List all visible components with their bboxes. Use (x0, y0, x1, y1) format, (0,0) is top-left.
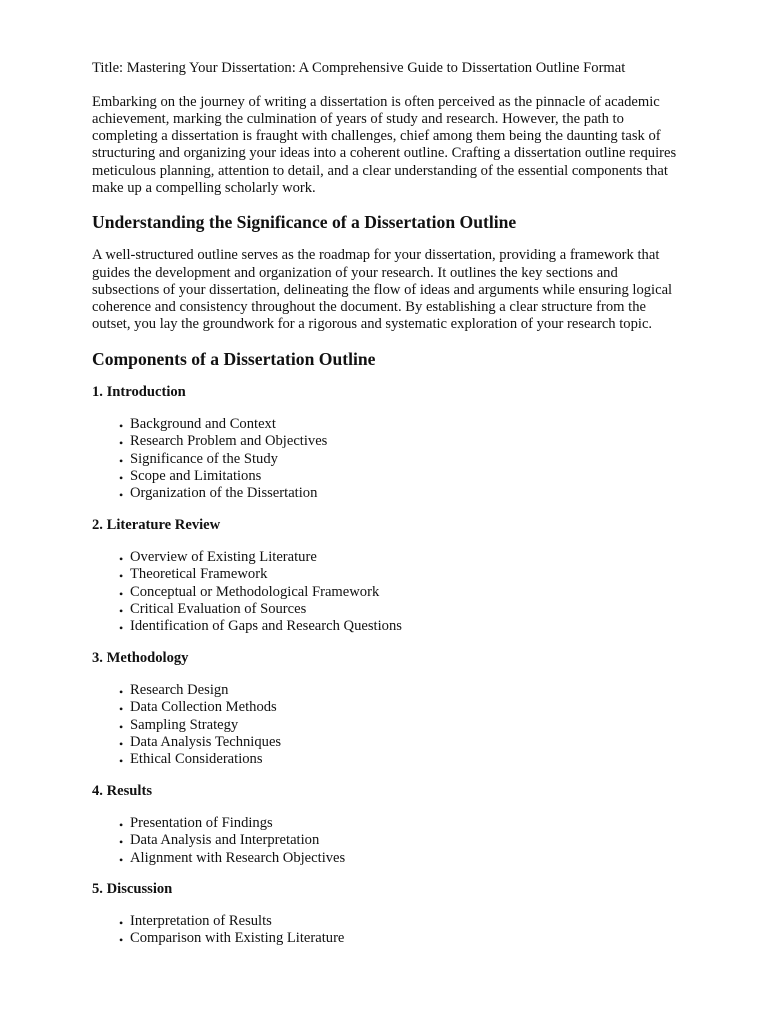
intro-line: structuring and organizing your ideas into a coherent outline. Crafting a dissertation outline requires (92, 145, 677, 162)
section-heading-introduction: 1. Introduction (92, 383, 186, 400)
intro-line: meticulous planning, attention to detail, and a clear understanding of the essential components that (92, 162, 668, 179)
section-heading-results: 4. Results (92, 782, 152, 799)
significance-line: coherence and consistency throughout the document. By establishing a clear structure from the (92, 299, 646, 316)
list-item: • Research Problem and Objectives (119, 433, 722, 450)
list-item: • Sampling Strategy (119, 717, 722, 734)
intro-line: make up a compelling scholarly work. (92, 179, 316, 196)
list-item: • Alignment with Research Objectives (119, 850, 722, 867)
section-list-methodology (92, 682, 722, 769)
significance-line: guides the development and organization of your research. It outlines the key sections and (92, 264, 618, 281)
list-item: • Background and Context (119, 416, 722, 433)
list-item: • Comparison with Existing Literature (119, 930, 722, 947)
section-list-literature-review (92, 549, 722, 636)
list-item: • Ethical Considerations (119, 751, 722, 768)
section-list-introduction (92, 416, 722, 503)
section-list-results (92, 815, 722, 867)
components-heading: Components of a Dissertation Outline (92, 348, 376, 369)
intro-line: Embarking on the journey of writing a dissertation is often perceived as the pinnacle of academic (92, 93, 660, 110)
section-list-discussion (92, 913, 722, 948)
list-item: • Theoretical Framework (119, 566, 722, 583)
significance-line: subsections of your dissertation, delineating the flow of ideas and arguments while ensuring logical (92, 281, 673, 298)
section-heading-discussion: 5. Discussion (92, 881, 173, 898)
list-item: • Presentation of Findings (119, 815, 722, 832)
list-item: • Research Design (119, 682, 722, 699)
list-item: • Identification of Gaps and Research Questions (119, 618, 722, 635)
document-page (92, 60, 722, 948)
section-heading-literature-review: 2. Literature Review (92, 516, 221, 533)
list-item: • Data Analysis Techniques (119, 734, 722, 751)
list-item: • Interpretation of Results (119, 913, 722, 930)
document-title: Title: Mastering Your Dissertation: A Comprehensive Guide to Dissertation Outline Format (92, 60, 626, 76)
list-item: • Significance of the Study (119, 451, 722, 468)
section-heading-methodology: 3. Methodology (92, 649, 189, 666)
list-item: • Data Collection Methods (119, 699, 722, 716)
intro-line: achievement, marking the culmination of years of study and research. However, the path to (92, 110, 624, 127)
list-item: • Conceptual or Methodological Framework (119, 584, 722, 601)
significance-line: A well-structured outline serves as the roadmap for your dissertation, providing a framework that (92, 247, 660, 264)
list-item: • Organization of the Dissertation (119, 485, 722, 502)
list-item: • Critical Evaluation of Sources (119, 601, 722, 618)
list-item: • Data Analysis and Interpretation (119, 832, 722, 849)
intro-paragraph (92, 94, 722, 198)
list-item: • Overview of Existing Literature (119, 549, 722, 566)
significance-line: outset, you lay the groundwork for a rigorous and systematic exploration of your research topic. (92, 316, 653, 333)
list-item: • Scope and Limitations (119, 468, 722, 485)
significance-paragraph (92, 247, 722, 333)
intro-line: completing a dissertation is fraught with challenges, chief among them being the daunting task of (92, 128, 661, 145)
significance-heading: Understanding the Significance of a Dissertation Outline (92, 212, 517, 233)
